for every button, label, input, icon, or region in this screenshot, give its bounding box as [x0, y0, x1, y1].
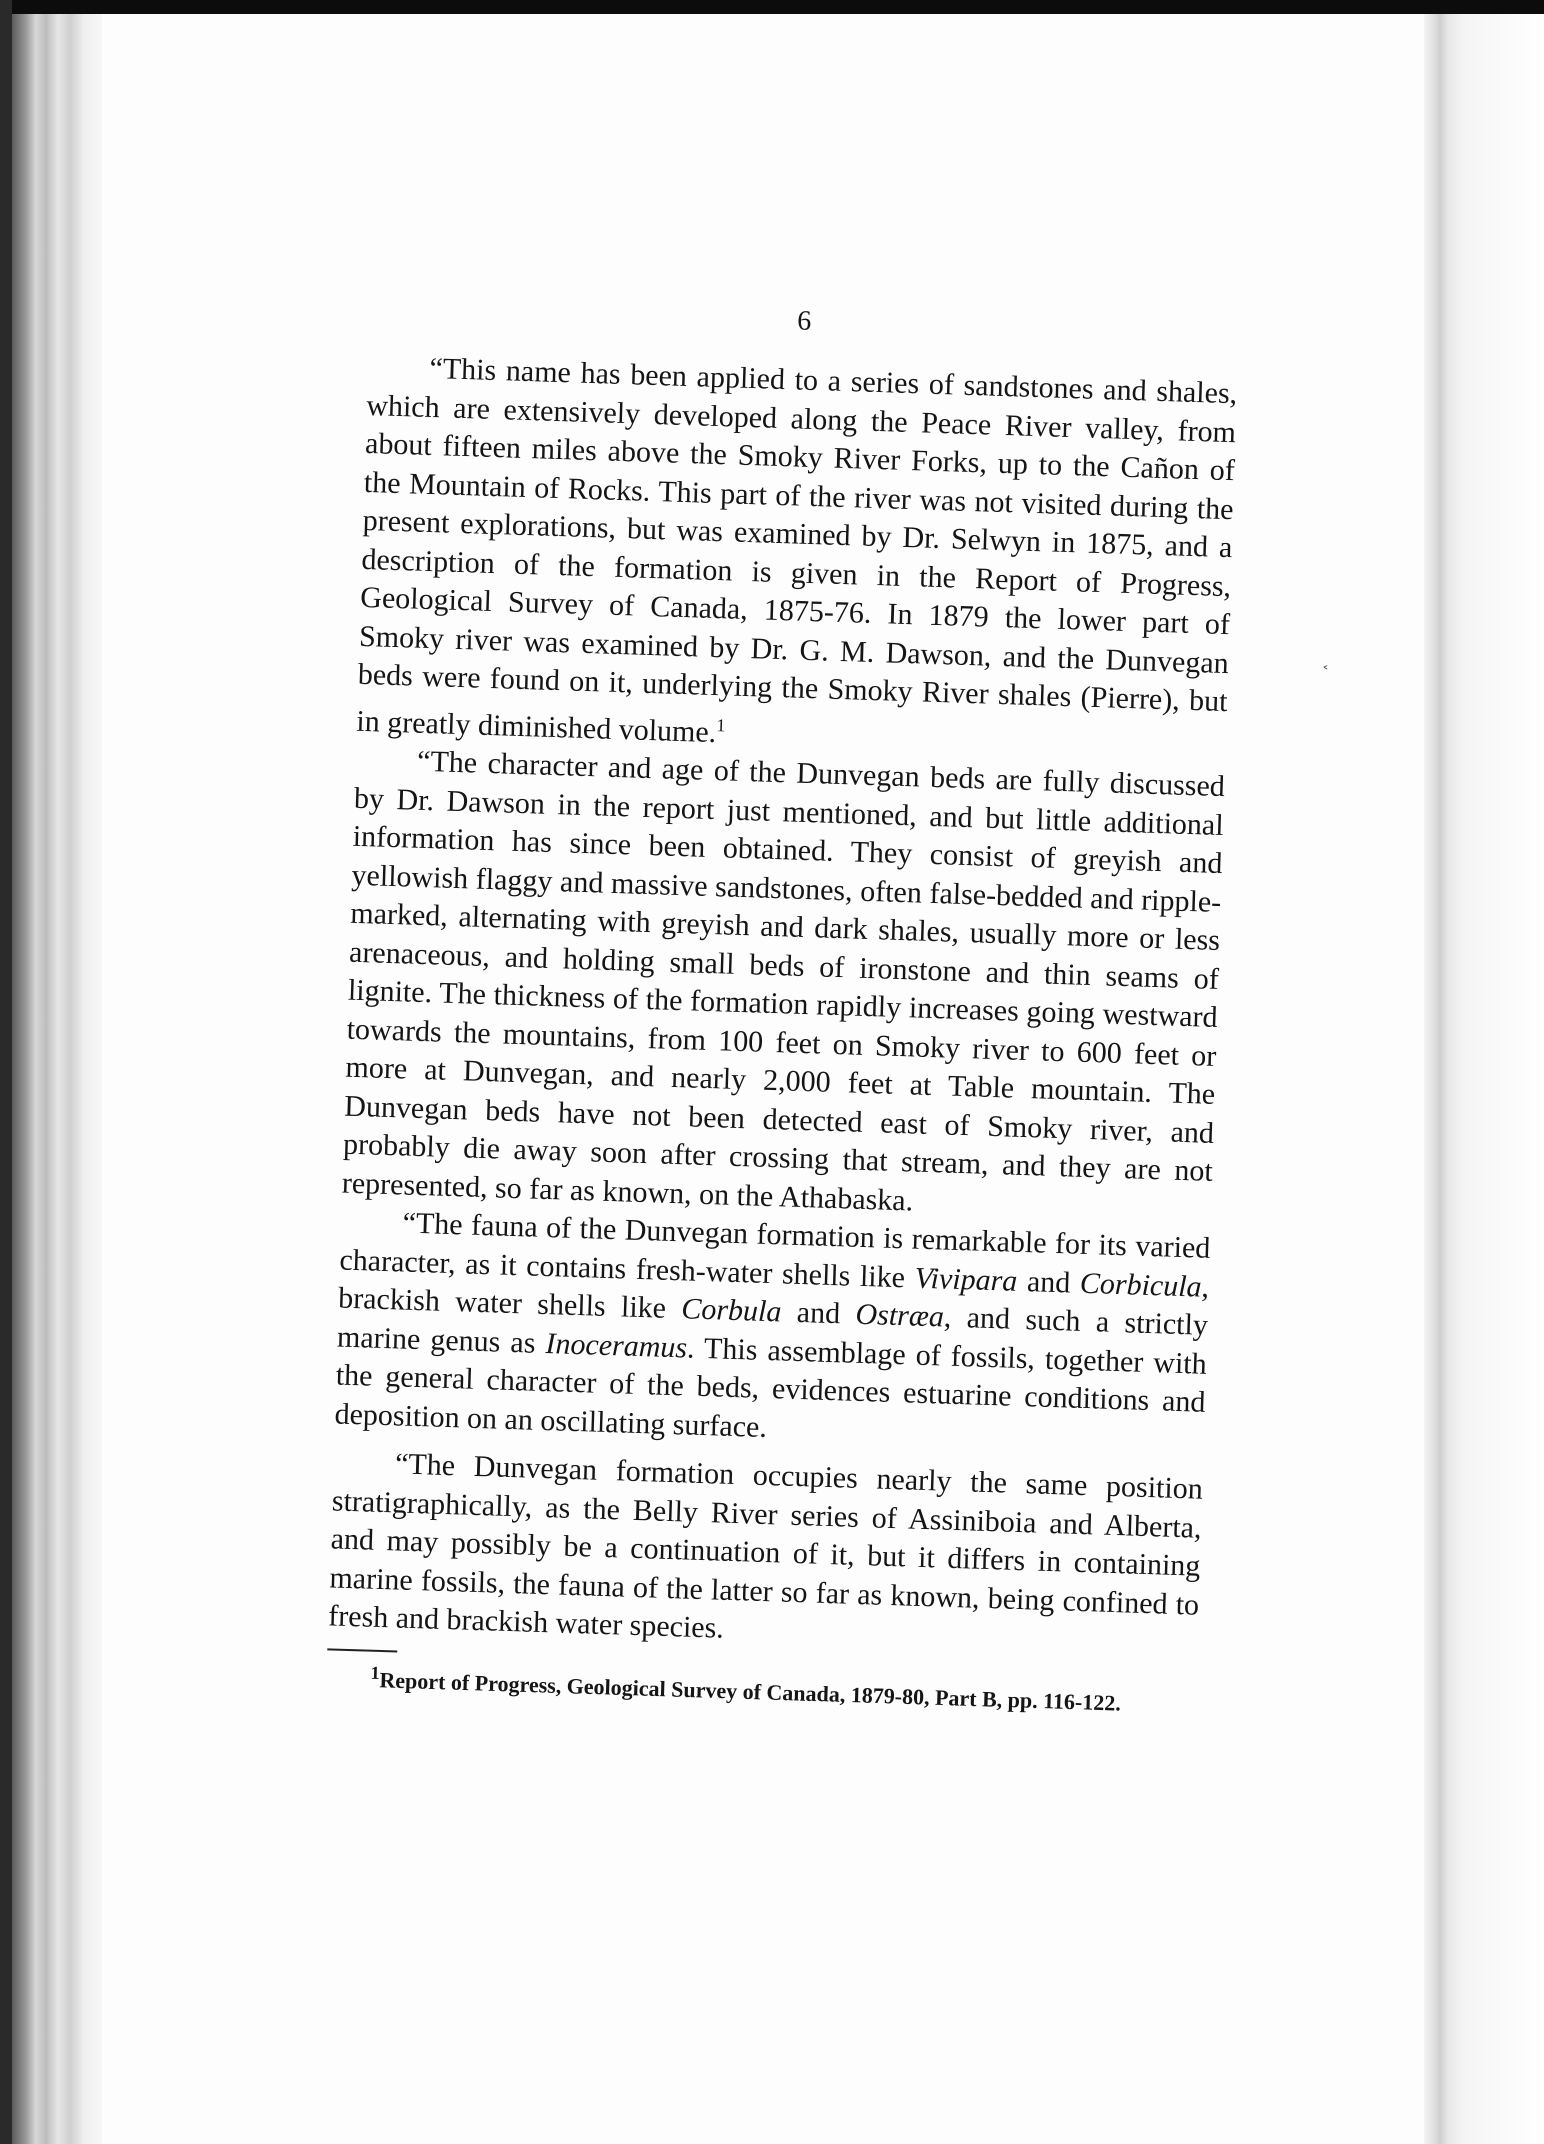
taxon-name: Corbicula	[1079, 1266, 1203, 1304]
taxon-name: Corbula	[680, 1292, 782, 1329]
scan-left-border	[0, 0, 12, 2144]
footnote-marker: 1	[370, 1662, 381, 1683]
text-run: and	[780, 1295, 857, 1331]
paragraph-name-definition	[356, 348, 1238, 768]
footnote-text: Report of Progress, Geological Survey of Canada, 1879-80, Part B, pp. 116-122.	[379, 1666, 1122, 1716]
paragraph-fauna	[334, 1203, 1211, 1461]
paragraph-character-and-age	[341, 741, 1225, 1230]
scan-top-border	[0, 0, 1544, 14]
footnote-divider	[327, 1648, 397, 1652]
page-edges-stack	[12, 14, 102, 2144]
binding-gutter	[1424, 14, 1544, 2144]
text-run: and	[1016, 1264, 1081, 1300]
paragraph-stratigraphic-position	[328, 1443, 1204, 1663]
text-run: “This name has been applied to a series of sandstones and shales, which are extensively developed along the Peace River valley, from about fifteen miles above the Smoky River Forks, up to the Cañon of the Mountain of Rocks. This part of the river was not visited during the present explorations, but was examined by Dr. Selwyn in 1875, and a description of the formation is given in the Report of Progress, Geological Survey of Canada, 1875-76. In 1879 the lower part of Smoky river was examined by Dr. G. M. Dawson, and the Dunvegan beds were found on it, underlying the Smoky River shales (Pierre), but in greatly diminished volume.	[355, 351, 1238, 749]
taxon-name: Inoceramus	[545, 1326, 688, 1364]
paper-speck	[1322, 666, 1328, 670]
footnote-reference: 1	[716, 714, 726, 735]
text-run: “The Dunvegan formation occupies nearly the same position stratigraphically, as the Belly River series of Assiniboia and Alberta, and may possibly be a continuation of it, but it differs in containing marine fossils, the fauna of the latter so far as known, being confined to fresh and brackish water species.	[327, 1447, 1204, 1645]
text-run: . This assemblage of fossils, together with the general character of the beds, evidences estuarine conditions and deposition on an oscillating surface.	[334, 1330, 1208, 1444]
page-number: 6	[796, 305, 812, 337]
text-run: “The fauna of the Dunvegan formation is remarkable for its varied character, as it contains fresh-water shells like	[339, 1206, 1211, 1295]
text-run: , brackish water shells like	[337, 1270, 1210, 1326]
taxon-name: Vivipara	[914, 1261, 1018, 1298]
text-run: , and such a strictly marine genus as	[336, 1300, 1209, 1360]
taxon-name: Ostræa	[855, 1297, 945, 1334]
page-text-block	[326, 290, 1240, 1718]
text-run: “The character and age of the Dunvegan beds are fully discussed by Dr. Dawson in the report just mentioned, and but little additional information has since been obtained. They consist of greyish and yellowish flaggy and massive sandstones, often false-bedded and ripple-marked, alternating with greyish and dark shales, usually more or less arenaceous, and holding small beds of ironstone and thin seams of lignite. The thickness of the formation rapidly increases going westward towards the mountains, from 100 feet on Smoky river to 600 feet or more at Dunvegan, and nearly 2,000 feet at Table mountain. The Dunvegan beds have not been detected east of Smoky river, and probably die away soon after crossing that stream, and they are not represented, so far as known, on the Athabaska.	[341, 744, 1226, 1218]
